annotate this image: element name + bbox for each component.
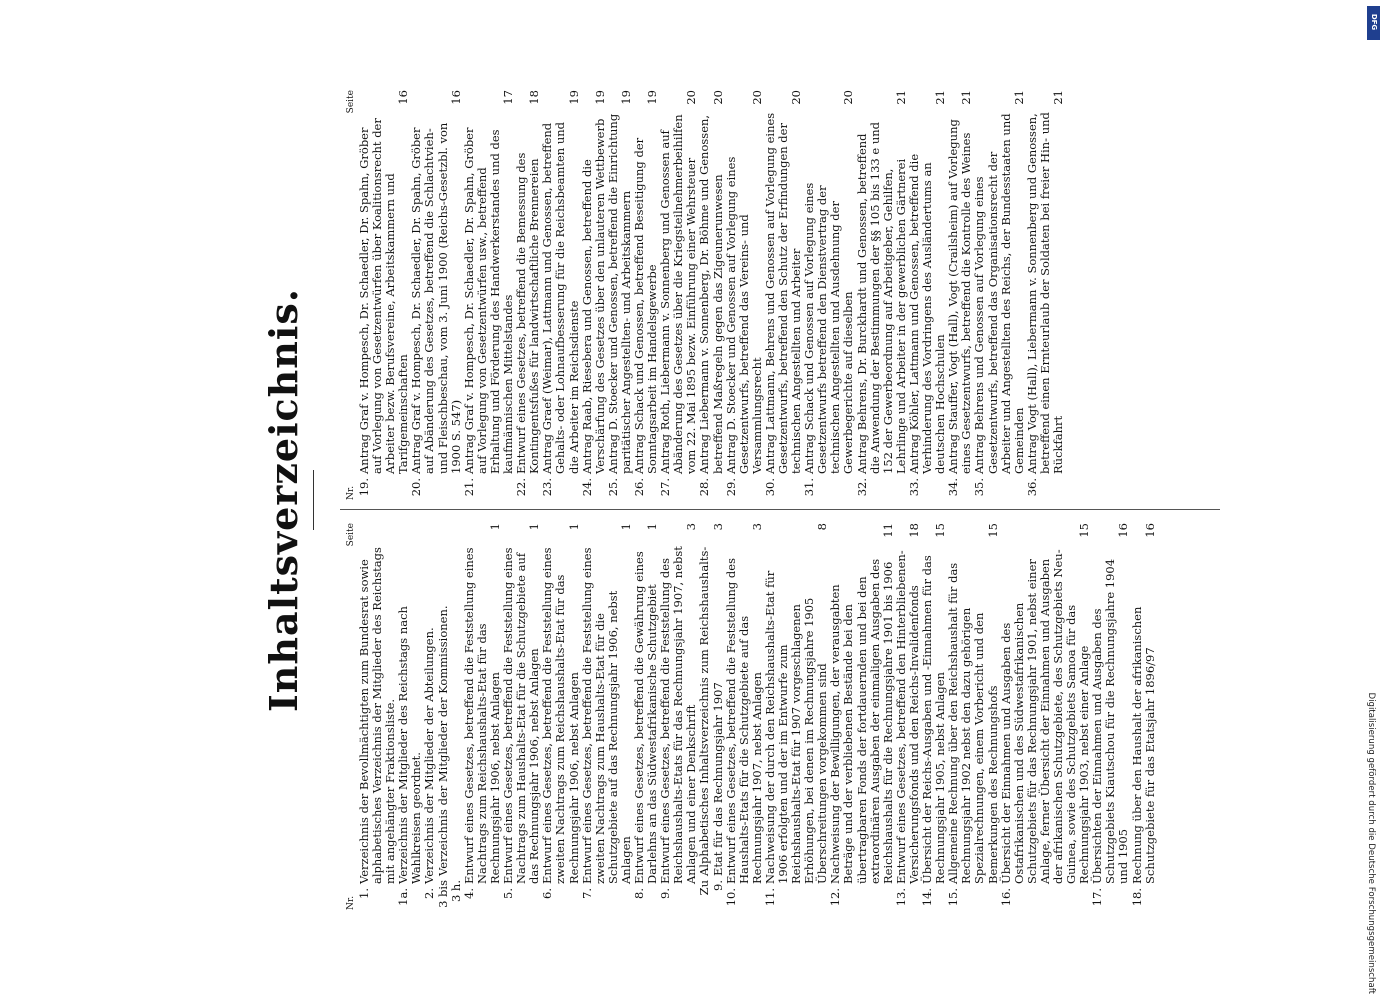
entry-text: Entwurf eines Gesetzes, betreffend die Bemessung des Kontingentsfußes für landwirtschaftliche Brennereien xyxy=(514,152,542,474)
page-title: Inhaltsverzeichnis. xyxy=(261,288,306,712)
right-column xyxy=(345,90,1065,500)
entry-page: 19 xyxy=(618,90,633,105)
entry-text: Entwurf eines Gesetzes, betreffend die Feststellung eines zweiten Nachtrags zum Haushalts-Etat für die Schutzgebiete auf das Rechnungsjahr 1906, nebst Anlagen xyxy=(579,547,633,884)
entry-page: 19 xyxy=(645,90,660,105)
toc-entry xyxy=(1131,523,1157,910)
toc-entry xyxy=(502,523,541,910)
toc-entry xyxy=(410,90,462,500)
entry-text: Übersichten der Einnahmen und Ausgaben des Schutzgebiets Kiautschou für die Rechnungsjahre 1904 und 1905 xyxy=(1090,558,1131,884)
entry-text: Antrag Schack und Genossen auf Vorlegung eines Gesetzentwurfs betreffend den Dienstvertrag der technischen Angestellten und Ausdehnung der Gewerbegerichte auf dieselben xyxy=(802,182,856,474)
entry-page: 16 xyxy=(448,90,463,105)
title-rule xyxy=(313,470,314,530)
entry-text: Antrag Behrens, Dr. Burckhardt und Genossen, betreffend die Anwendung der Bestimmungen der §§ 105 bis 133 e und 152 der Gewerbeordnung auf Arbeitgeber, Gehilfen, Lehrlinge und Arbeiter in der gewerblichen Gärtnerei xyxy=(854,121,908,474)
toc-entry xyxy=(633,523,659,910)
toc-entry xyxy=(437,523,463,910)
toc-entry xyxy=(921,523,947,910)
entry-page: 3 xyxy=(749,523,764,531)
entry-text: Antrag Graf v. Hompesch, Dr. Schaedler, Dr. Spahn, Gröber auf Vorlegung von Gesetzentwürfen usw., betreffend Erhaltung und Förderung des Handwerkerstandes und des kaufmännischen Mittelstandes xyxy=(461,127,516,474)
entry-page: 1 xyxy=(566,523,581,531)
entry-number: 25. xyxy=(605,478,620,497)
entry-number: 1a. xyxy=(396,888,411,906)
entry-page: 17 xyxy=(501,90,516,105)
entry-page: 11 xyxy=(880,523,895,538)
entry-number: 19. xyxy=(357,478,371,497)
entry-text: Antrag Graf v. Hompesch, Dr. Schaedler, Dr. Spahn, Gröber auf Vorlegung von Gesetzentwürfen über Koalitionsrecht der Arbeiter bezw. Berufsvereine, Arbeitskammern und Tarifgemeinschaften xyxy=(357,118,411,474)
nr-heading: Nr. xyxy=(346,485,356,500)
entry-text: Entwurf eines Gesetzes, betreffend die Feststellung eines Nachtrags zum Haushalts-Etat für die Schutzgebiete auf das Rechnungsjahr 1906, nebst Anlagen xyxy=(501,547,542,884)
entry-text: Entwurf eines Gesetzes, betreffend die Gewährung eines Darlehns an das Südwestafrikanische Schutzgebiet xyxy=(631,551,660,884)
entry-page: 8 xyxy=(815,523,830,531)
entry-text: Alphabetisches Inhaltsverzeichnis zum Reichshaushalts-Etat für das Rechnungsjahr 1907 xyxy=(697,546,725,876)
toc-entry xyxy=(947,90,973,500)
entry-number: 21. xyxy=(461,478,476,497)
entry-page: 1 xyxy=(645,523,660,531)
entry-number: 18. xyxy=(1129,888,1144,907)
column-divider xyxy=(340,509,1220,510)
entry-text: Entwurf eines Gesetzes, betreffend die Feststellung eines Nachtrags zum Reichshaushalts-Etat für das Rechnungsjahr 1906, nebst Anlagen xyxy=(461,547,502,884)
entry-number: Zu 9. xyxy=(697,880,725,896)
toc-entry xyxy=(659,523,698,910)
dfg-credit-text: Digitalisierung gefördert durch die Deutsche Forschungsgemeinschaft xyxy=(1366,692,1376,994)
entry-page: 16 xyxy=(1142,523,1157,538)
entry-page: 18 xyxy=(527,90,542,105)
left-entry-list xyxy=(358,523,1157,910)
nr-heading: Nr. xyxy=(346,895,356,910)
entry-page: 20 xyxy=(710,90,725,105)
entry-text: Antrag Schack und Genossen, betreffend Beseitigung der Sonntagsarbeit im Handelsgewerbe xyxy=(631,137,660,474)
entry-text: Nachweisung der Bewilligungen, der verausgabten Beträge und der verbliebenen Bestände bei den übertragbaren Fonds der fortdauernden und bei den extraordinären Ausgaben der einmaligen Ausgaben des Reichshaushalts für die Rechnungsjahre 1901 bis 1906 xyxy=(828,558,895,884)
entry-text: Nachweisung der durch den Reichshaushalts-Etat für 1906 erfolgten und der im Entwurfe zum Reichshaushalts-Etat für 1907 vorgeschlagenen Erhöhungen, bei denen im Rechnungsjahre 1905 Überschreitungen vorgekommen sind xyxy=(762,570,830,884)
entry-text: Antrag D. Stoecker und Genossen, betreffend die Einrichtung paritätischer Angestellten- und Arbeitskammern xyxy=(605,113,633,474)
entry-number: 34. xyxy=(946,478,961,497)
entry-text: Antrag Vogt (Hall), Liebermann v. Sonnenberg und Genossen, betreffend einen Ernteurlaub der Soldaten bei freier Hin- und Rückfahrt xyxy=(1024,112,1065,474)
entry-number: 17. xyxy=(1090,888,1105,907)
entry-number: 15. xyxy=(946,888,961,907)
entry-number: 8. xyxy=(631,888,646,899)
toc-entry xyxy=(803,90,855,500)
entry-number: 7. xyxy=(579,888,594,899)
entry-page: 20 xyxy=(841,90,856,105)
toc-entry xyxy=(358,523,397,910)
seite-heading: Seite xyxy=(346,90,356,114)
entry-number: 9. xyxy=(658,888,673,899)
toc-entry xyxy=(423,523,436,910)
toc-entry xyxy=(764,90,803,500)
entry-number: 31. xyxy=(802,478,817,497)
entry-text: Übersicht der Reichs-Ausgaben und -Einnahmen für das Rechnungsjahr 1905, nebst Anlagen xyxy=(920,555,948,884)
entry-text: Antrag Raab, Riesebera und Genossen, betreffend die Verschärfung des Gesetzes über den unlauteren Wettbewerb xyxy=(579,118,607,474)
toc-entry xyxy=(515,90,541,500)
entry-page: 3 xyxy=(710,523,725,531)
entry-page: 15 xyxy=(1077,523,1092,538)
entry-number: 20. xyxy=(409,478,424,497)
toc-entry xyxy=(1026,90,1065,500)
entry-number: 24. xyxy=(579,478,594,497)
entry-number: 14. xyxy=(920,888,935,907)
entry-text: Entwurf eines Gesetzes, betreffend den Hinterbliebenen-Versicherungsfonds und den Reichs-Invalidenfonds xyxy=(893,550,921,884)
seite-heading: Seite xyxy=(346,523,356,547)
entry-page: 19 xyxy=(592,90,607,105)
entry-text: Antrag Stauffer, Vogt (Hall), Vogt (Crailsheim) auf Vorlegung eines Gesetzentwurfs, betreffend die Kontrolle des Weines xyxy=(946,119,974,474)
entry-text: Entwurf eines Gesetzes, betreffend die Feststellung eines zweiten Nachtrags zum Reichshaushalts-Etat für das Rechnungsjahr 1906, nebst Anlagen xyxy=(540,547,581,884)
toc-entry xyxy=(581,90,607,500)
entry-page: 20 xyxy=(789,90,804,105)
toc-entry xyxy=(541,523,580,910)
entry-page: 15 xyxy=(933,523,948,538)
toc-entry xyxy=(607,90,633,500)
toc-entry xyxy=(1000,523,1092,910)
entry-number: 22. xyxy=(514,478,529,497)
entry-page: 1 xyxy=(487,523,502,531)
toc-entry xyxy=(633,90,659,500)
toc-entry xyxy=(725,523,764,910)
toc-entry xyxy=(541,90,580,500)
entry-text: Antrag Liebermann v. Sonnenberg, Dr. Böhme und Genossen, betreffend Maßregeln gegen das Zigeunerunwesen xyxy=(697,114,725,474)
entry-number: 5. xyxy=(501,888,516,899)
entry-number: 26. xyxy=(631,478,646,497)
entry-text: Antrag Roth, Liebermann v. Sonnenberg und Genossen auf Abänderung des Gesetzes über die Kriegsteilnehmerbeihilfen vom 22. Mai 1895 bezw. Einführung einer Wehrsteuer xyxy=(658,114,699,474)
entry-number: 3 bis 3 h. xyxy=(435,880,463,908)
entry-text: Entwurf eines Gesetzes, betreffend die Feststellung des Reichshaushalts-Etats für das Rechnungsjahr 1907, nebst Anlagen und einer Denkschrift xyxy=(658,546,699,884)
entry-text: Verzeichnis der Mitglieder des Reichstags nach Wahlkreisen geordnet. xyxy=(396,606,424,884)
entry-page: 20 xyxy=(684,90,699,105)
entry-text: Entwurf eines Gesetzes, betreffend die Feststellung des Haushalts-Etats für die Schutzgebiete auf das Rechnungsjahr 1907, nebst Anlagen xyxy=(723,558,764,884)
toc-entry xyxy=(1091,523,1130,910)
toc-entry xyxy=(698,523,724,910)
entry-page: 3 xyxy=(684,523,699,531)
entry-page: 21 xyxy=(1011,90,1026,105)
entry-number: 23. xyxy=(540,478,555,497)
toc-entry xyxy=(581,523,633,910)
toc-entry xyxy=(856,90,908,500)
right-column-header xyxy=(345,90,357,500)
entry-number: 35. xyxy=(972,478,987,497)
entry-page: 1 xyxy=(618,523,633,531)
entry-number: 30. xyxy=(762,478,777,497)
entry-page: 1 xyxy=(527,523,542,531)
entry-number: 10. xyxy=(723,888,738,907)
toc-entry xyxy=(463,90,515,500)
left-column xyxy=(345,523,1157,910)
toc-entry xyxy=(764,523,829,910)
toc-entry xyxy=(698,90,724,500)
toc-entry xyxy=(973,90,1025,500)
entry-number: 6. xyxy=(540,888,555,899)
entry-number: 11. xyxy=(762,888,777,907)
entry-page: 16 xyxy=(1116,523,1131,538)
entry-page: 18 xyxy=(906,523,921,538)
entry-number: 16. xyxy=(998,888,1013,907)
entry-text: Antrag Graf v. Hompesch, Dr. Schaedler, Dr. Spahn, Gröber auf Abänderung des Gesetzes, betreffend die Schlachtvieh- und Fleischbeschau, vom 3. Juni 1900 (Reichs-Gesetzbl. von 1900 S. 547) xyxy=(409,122,463,474)
entry-page: 19 xyxy=(566,90,581,105)
entry-text: Rechnung über den Haushalt der afrikanischen Schutzgebiete für das Etatsjahr 1896/97 xyxy=(1129,606,1157,884)
entry-text: Antrag Köhler, Lattmann und Genossen, betreffend die Verhinderung des Vordringens des Ausländertums an deutschen Hochschulen xyxy=(906,153,948,474)
entry-number: 33. xyxy=(906,478,921,497)
entry-number: 2. xyxy=(422,888,437,899)
entry-text: Antrag Lattmann, Behrens und Genossen auf Vorlegung eines Gesetzentwurfs, betreffend den Schutz der Erfindungen der technischen Angestellten und Arbeiter xyxy=(762,112,804,474)
toc-entry xyxy=(947,523,999,910)
toc-entry xyxy=(895,523,921,910)
entry-text: Übersicht der Einnahmen und Ausgaben des Ostafrikanischen und des Südwestafrikanischen Schutzgebiets für das Rechnungsjahr 1901, nebst einer Anlage, ferner Übersicht der Einnahmen und Ausgaben der afrikanischen Schutzgebiete, des Schutzgebiets Neu-Guinea, sowie des Schutzgebiets Samoa für das Rechnungsjahr 1903, nebst einer Anlage xyxy=(998,549,1092,884)
toc-entry xyxy=(397,523,423,910)
entry-number: 27. xyxy=(658,478,673,497)
entry-text: Antrag Behrens und Genossen auf Vorlegung eines Gesetzentwurfs, betreffend das Organisationsrecht der Arbeiter und Angestellten des Reichs, der Bundesstaaten und Gemeinden xyxy=(972,113,1026,474)
entry-number: 36. xyxy=(1024,478,1039,497)
toc-entry xyxy=(829,523,894,910)
entry-text: Verzeichnis der Mitglieder der Kommissionen. xyxy=(435,605,450,876)
entry-number: 32. xyxy=(854,478,869,497)
entry-page: 15 xyxy=(985,523,1000,538)
entry-text: Allgemeine Rechnung über den Reichshaushalt für das Rechnungsjahr 1902 nebst den dazu gehörigen Spezialrechnungen, einem Vorbericht und den Bemerkungen des Rechnungshofs xyxy=(946,562,1000,884)
entry-number: 1. xyxy=(357,888,371,899)
entry-number: 12. xyxy=(828,888,843,907)
entry-page: 21 xyxy=(959,90,974,105)
left-column-header xyxy=(345,523,357,910)
toc-entry xyxy=(725,90,764,500)
toc-entry xyxy=(463,523,502,910)
entry-text: Antrag D. Stoecker und Genossen auf Vorlegung eines Gesetzentwurfs, betreffend das Vereins- und Versammlungsrecht xyxy=(723,156,764,474)
entry-number: 29. xyxy=(723,478,738,497)
entry-number: 4. xyxy=(461,888,476,899)
entry-text: Antrag Graef (Weimar), Lattmann und Genossen, betreffend Gehalts- oder Lohnaufbesserung für die Reichsbeamten und die Arbeiter im Reichsdienste xyxy=(540,121,581,474)
entry-number: 28. xyxy=(697,478,712,497)
toc-entry xyxy=(908,90,947,500)
entry-text: Verzeichnis der Bevollmächtigten zum Bundesrat sowie alphabetisches Verzeichnis der Mitglieder des Reichstags mit angehängter Fraktionsliste. xyxy=(357,547,398,884)
right-entry-list xyxy=(358,90,1065,500)
entry-number: 13. xyxy=(893,888,908,907)
toc-entry xyxy=(358,90,410,500)
dfg-logo-text: DFG xyxy=(1370,13,1378,31)
entry-page: 21 xyxy=(933,90,948,105)
toc-entry xyxy=(659,90,698,500)
entry-text: Verzeichnis der Mitglieder der Abteilungen. xyxy=(422,627,437,884)
entry-page: 16 xyxy=(396,90,411,105)
entry-page: 20 xyxy=(749,90,764,105)
entry-page: 21 xyxy=(1050,90,1065,105)
entry-page: 21 xyxy=(893,90,908,105)
